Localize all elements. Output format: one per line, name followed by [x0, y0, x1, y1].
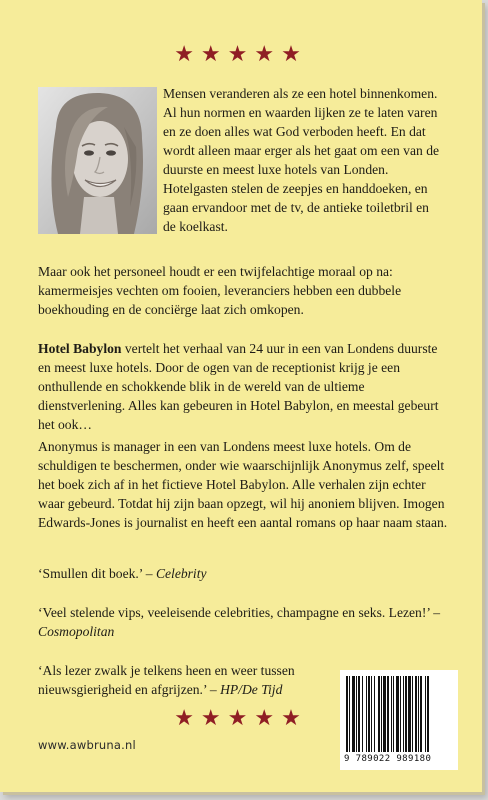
barcode-icon [344, 676, 454, 752]
barcode [340, 670, 458, 770]
quote-source: HP/De Tijd [220, 682, 283, 697]
staff-paragraph [38, 262, 448, 319]
author-text: Anonymus is manager in een van Londens meest luxe hotels. Om de schuldigen te beschermen, onder wie waarschijnlijk Anonymus zelf, speelt het boek zich af in het fictieve Hotel Babylon. Alle verhalen zijn echter waar gebeurd. Totdat hij zijn baan opzegt, wil hij anoniem blijven. Imogen Edwards-Jones is journalist en heeft een aantal romans op haar naam staan. [38, 439, 448, 530]
quote-text: ‘Veel stelende vips, veeleisende celebrities, champagne en seks. Lezen!’ – [38, 605, 441, 620]
book-title: Hotel Babylon [38, 341, 122, 356]
quote-source: Cosmopolitan [38, 624, 115, 639]
author-photo [38, 87, 157, 234]
quote-source: Celebrity [155, 566, 207, 581]
isbn-number: 9 789022 989180 [344, 754, 432, 764]
summary-paragraph [38, 339, 448, 434]
review-quote [38, 564, 448, 583]
review-quote [38, 603, 448, 641]
rating-stars-bottom: ★★★★★ [174, 706, 308, 731]
portrait-icon [38, 87, 157, 234]
review-quote [38, 661, 338, 699]
quote-text: ‘Smullen dit boek.’ – [38, 566, 156, 581]
intro-paragraph [163, 84, 443, 236]
staff-text: Maar ook het personeel houdt er een twijfelachtige moraal op na: kamermeisjes vechten om fooien, leveranciers hebben een dubbele boekhouding en de conciërge laat zich omkopen. [38, 264, 402, 317]
quote-text: ‘Als lezer zwalk je telkens heen en weer tussen nieuwsgierigheid en afgrijzen.’ – [38, 663, 295, 697]
intro-text: Mensen veranderen als ze een hotel binnenkomen. Al hun normen en waarden lijken ze te laten varen en ze doen alles wat God verboden heeft. En dat wordt alleen maar erger als het gaat om een van de duurste en meest luxe hotels van Londen. Hotelgasten stelen de zeepjes en handdoeken, en gaan ervandoor met de tv, de antieke toiletbril en de koelkast. [163, 86, 440, 234]
summary-text: vertelt het verhaal van 24 uur in een van Londens duurste en meest luxe hotels. Door de ogen van de receptionist krijg je een onthullende en schokkende blik in de wereld van de ultieme dienstverlening. Alles kan gebeuren in Hotel Babylon, en meestal gebeurt het ook… [38, 341, 439, 432]
author-paragraph [38, 437, 448, 532]
publisher-url[interactable]: www.awbruna.nl [38, 738, 136, 752]
rating-stars-top: ★★★★★ [174, 42, 308, 67]
